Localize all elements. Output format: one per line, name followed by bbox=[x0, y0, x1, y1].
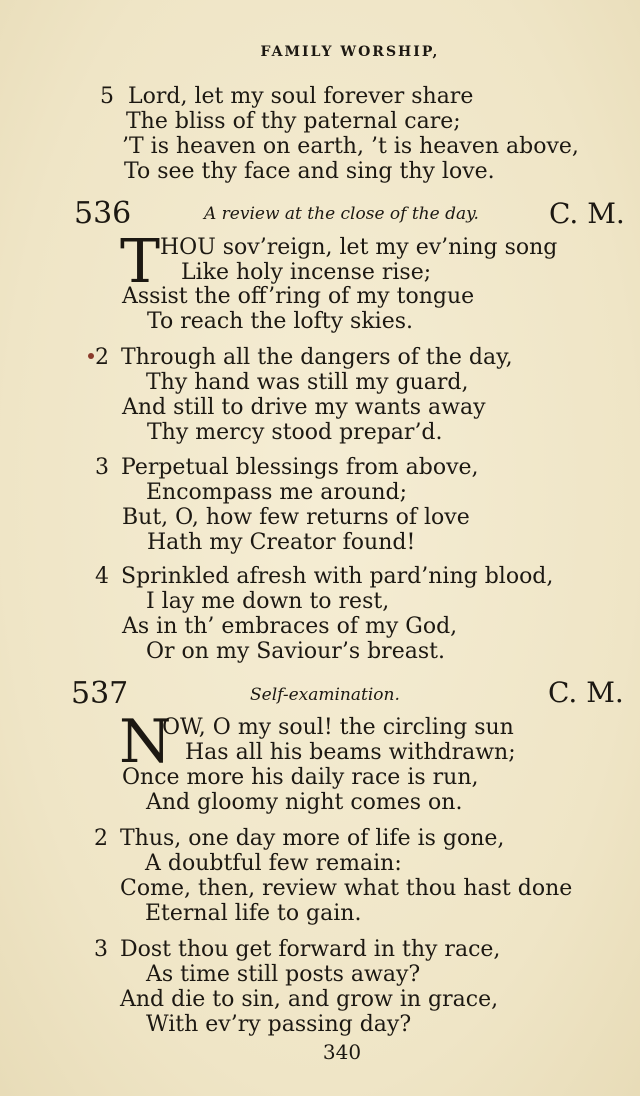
verse-line: HOU sov’reign, let my ev’ning song bbox=[160, 235, 558, 260]
verse-line: ’T is heaven on earth, ’t is heaven above, bbox=[122, 134, 579, 159]
verse-line: And die to sin, and grow in grace, bbox=[120, 987, 499, 1012]
hymn-title: A review at the close of the day. bbox=[204, 204, 479, 224]
hymn-number: 537 bbox=[71, 676, 129, 711]
verse-number: 5 bbox=[100, 84, 114, 109]
running-head: FAMILY WORSHIP, bbox=[260, 44, 440, 60]
verse-line: And gloomy night comes on. bbox=[146, 790, 463, 815]
verse-line: Has all his beams withdrawn; bbox=[185, 740, 516, 765]
verse-line: To see thy face and sing thy love. bbox=[124, 159, 495, 184]
verse-line: Come, then, review what thou hast done bbox=[120, 876, 573, 901]
verse-line: Hath my Creator found! bbox=[147, 530, 416, 555]
verse-line: And still to drive my wants away bbox=[122, 395, 486, 420]
verse-line: To reach the lofty skies. bbox=[147, 309, 414, 334]
hymn-meter: C. M. bbox=[548, 676, 624, 709]
page-number: 340 bbox=[322, 1040, 362, 1064]
verse-line: Through all the dangers of the day, bbox=[121, 345, 513, 370]
verse-line: With ev’ry passing day? bbox=[146, 1012, 412, 1037]
verse-number: 3 bbox=[94, 937, 108, 962]
verse-number: 3 bbox=[95, 455, 109, 480]
hymn-number: 536 bbox=[74, 196, 132, 231]
verse-line: A doubtful few remain: bbox=[145, 851, 402, 876]
drop-cap: N bbox=[119, 707, 172, 777]
hymn-meter: C. M. bbox=[549, 197, 625, 230]
verse-line: Thy hand was still my guard, bbox=[146, 370, 469, 395]
verse-line: Once more his daily race is run, bbox=[122, 765, 479, 790]
verse-line: Like holy incense rise; bbox=[181, 260, 432, 285]
verse-line: Assist the off’ring of my tongue bbox=[122, 284, 475, 309]
verse-line: Encompass me around; bbox=[146, 480, 408, 505]
verse-line: The bliss of thy paternal care; bbox=[126, 109, 461, 134]
hymn-title: Self-examination. bbox=[250, 685, 400, 705]
verse-line: Sprinkled afresh with pard’ning blood, bbox=[121, 564, 554, 589]
ink-mark bbox=[88, 353, 94, 359]
verse-number: 2 bbox=[94, 826, 108, 851]
verse-number: 4 bbox=[95, 564, 109, 589]
verse-line: Dost thou get forward in thy race, bbox=[120, 937, 501, 962]
verse-line: But, O, how few returns of love bbox=[122, 505, 470, 530]
verse-line: Thy mercy stood prepar’d. bbox=[147, 420, 443, 445]
verse-number: 2 bbox=[95, 345, 109, 370]
verse-line: Or on my Saviour’s breast. bbox=[146, 639, 445, 664]
verse-line: I lay me down to rest, bbox=[146, 589, 390, 614]
drop-cap: T bbox=[120, 227, 161, 297]
verse-line: Perpetual blessings from above, bbox=[121, 455, 479, 480]
verse-line: As in th’ embraces of my God, bbox=[122, 614, 458, 639]
verse-line: As time still posts away? bbox=[146, 962, 421, 987]
verse-line: Thus, one day more of life is gone, bbox=[120, 826, 505, 851]
verse-line: Eternal life to gain. bbox=[145, 901, 362, 926]
verse-line: OW, O my soul! the circling sun bbox=[162, 715, 514, 740]
verse-line: Lord, let my soul forever share bbox=[128, 84, 474, 109]
